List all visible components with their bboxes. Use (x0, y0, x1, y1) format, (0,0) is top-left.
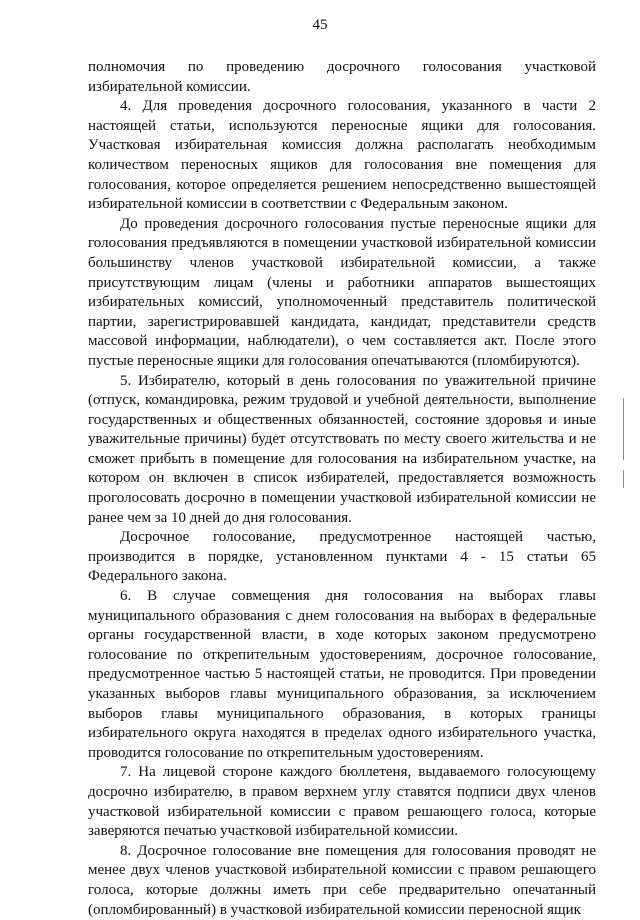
paragraph: 6. В случае совмещения дня голосования на выборах главы муниципального образования с днем голосования на выборах в федеральные органы государственной власти, в ходе которых законом предусмотрено голосование по открепительным удостоверениям, досрочное голосование, предусмотренное частью 5 настоящей статьи, не проводится. При проведении указанных выборов главы муниципального образования, за исключением выборов главы муниципального образования, в которых границы избирательного округа находятся в пределах одного избирательного участка, проводится голосование по открепительным удостоверениям. (88, 588, 596, 761)
page-number: 45 (312, 17, 328, 33)
scan-margin-mark (623, 470, 624, 488)
paragraph: 5. Избирателю, который в день голосования по уважительной причине (отпуск, командировка, режим трудовой и учебной деятельности, выполнение государственных и общественных обязанностей, состояние здоровья и иные уважительные причины) будет отсутствовать по месту своего жительства и не сможет прибыть в помещение для голосования на избирательном участке, на котором он включен в список избирателей, предоставляется возможность проголосовать досрочно в помещении участковой избирательной комиссии не ранее чем за 10 дней до дня голосования. (88, 372, 596, 526)
paragraph: полномочия по проведению досрочного голосования участковой избирательной комиссии. (88, 59, 596, 95)
document-body (88, 58, 596, 920)
paragraph: 4. Для проведения досрочного голосования, указанного в части 2 настоящей статьи, используются переносные ящики для голосования. Участковая избирательная комиссия должна располагать необходимым количеством переносных ящиков для голосования вне помещения для голосования, которое определяется решением непосредственно вышестоящей избирательной комиссии в соответствии с Федеральным законом. (88, 98, 596, 213)
paragraph: Досрочное голосование, предусмотренное настоящей частью, производится в порядке, установленном пунктами 4 - 15 статьи 65 Федерального закона. (88, 529, 596, 585)
paragraph: 7. На лицевой стороне каждого бюллетеня, выдаваемого голосующему досрочно избирателю, в правом верхнем углу ставятся подписи двух членов участковой избирательной комиссии с правом решающего голоса, которые заверяются печатью участковой избирательной комиссии. (88, 764, 596, 840)
paragraph: До проведения досрочного голосования пустые переносные ящики для голосования предъявляются в помещении участковой избирательной комиссии большинству членов участковой избирательной комиссии, а также присутствующим лицам (члены и работники аппаратов вышестоящих избирательных комиссий, уполномоченный представитель политической партии, зарегистрировавшей кандидата, кандидат, представители средств массовой информации, наблюдатели), о чем составляется акт. После этого пустые переносные ящики для голосования опечатываются (пломбируются). (88, 215, 596, 369)
scan-margin-mark (623, 398, 624, 460)
paragraph: 8. Досрочное голосование вне помещения для голосования проводят не менее двух членов участковой избирательной комиссии с правом решающего голоса, которые должны иметь при себе предварительно опечатанный (опломбированный) в участковой избирательной комиссии переносной ящик (88, 842, 596, 918)
